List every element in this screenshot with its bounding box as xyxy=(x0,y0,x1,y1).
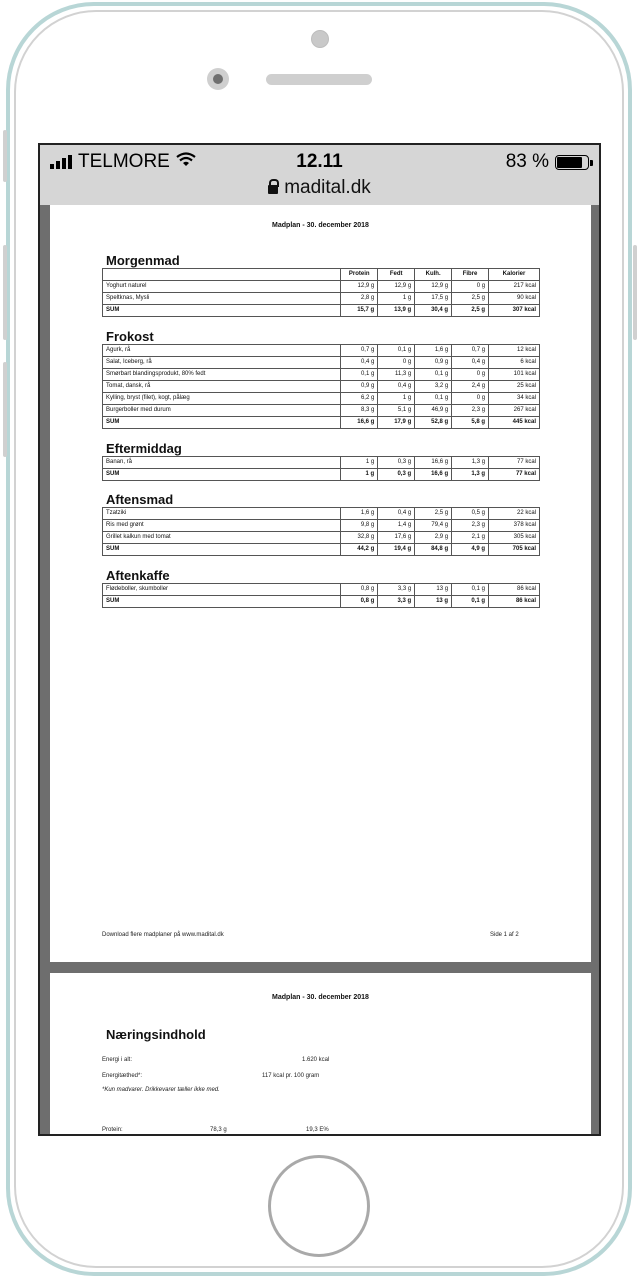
earpiece-speaker xyxy=(266,74,372,85)
nutrient-value: 11,3 g xyxy=(378,369,415,381)
nutrient-value: 378 kcal xyxy=(489,520,540,532)
table-row xyxy=(103,381,540,393)
nutrient-value: 0 g xyxy=(452,369,489,381)
sum-row xyxy=(103,305,540,317)
nutrient-value: 705 kcal xyxy=(489,544,540,556)
table-header-cell: Protein xyxy=(341,269,378,281)
nutrient-value: 0,1 g xyxy=(341,369,378,381)
table-row xyxy=(103,393,540,405)
food-name: Grillet kalkun med tomat xyxy=(103,532,341,544)
nutrient-value: 1 g xyxy=(341,469,378,481)
nutrient-value: 3,3 g xyxy=(378,596,415,608)
nutrient-value: 0 g xyxy=(452,281,489,293)
table-row xyxy=(103,457,540,469)
table-header-cell xyxy=(103,269,341,281)
food-name: Yoghurt naturel xyxy=(103,281,341,293)
density-label: Energitæthed*: xyxy=(102,1073,143,1079)
food-name: Kylling, bryst (filet), kogt, pålæg xyxy=(103,393,341,405)
nutrient-value: 0 g xyxy=(452,393,489,405)
nutrient-value: 2,4 g xyxy=(452,381,489,393)
table-header-row xyxy=(103,269,540,281)
nutrient-value: 0,3 g xyxy=(378,469,415,481)
nutrient-value: 17,6 g xyxy=(378,532,415,544)
section-title: Morgenmad xyxy=(106,253,180,268)
food-name: Agurk, rå xyxy=(103,345,341,357)
nutrient-value: 22 kcal xyxy=(489,508,540,520)
nutrition-table xyxy=(102,268,540,317)
nutrient-value: 17,5 g xyxy=(415,293,452,305)
battery-group xyxy=(506,151,589,173)
carrier-name: TELMORE xyxy=(78,151,170,172)
nutrient-value: 13 g xyxy=(415,596,452,608)
nutrient-value: 16,6 g xyxy=(415,457,452,469)
section-title: Aftenkaffe xyxy=(106,568,170,583)
protein-label: Protein: xyxy=(102,1127,123,1133)
nutrient-value: 2,1 g xyxy=(452,532,489,544)
battery-icon xyxy=(555,155,589,170)
nutrient-value: 3,3 g xyxy=(378,584,415,596)
nutrient-value: 13,9 g xyxy=(378,305,415,317)
nutrient-value: 77 kcal xyxy=(489,457,540,469)
lock-icon xyxy=(268,185,278,194)
page-title: Madplan - 30. december 2018 xyxy=(272,222,369,229)
food-name: Salat, Iceberg, rå xyxy=(103,357,341,369)
table-header-cell: Kulh. xyxy=(415,269,452,281)
nutrient-value: 0,1 g xyxy=(415,369,452,381)
nutrient-value: 8,3 g xyxy=(341,405,378,417)
nutrient-value: 0,1 g xyxy=(415,393,452,405)
table-row xyxy=(103,405,540,417)
nutrient-value: 2,5 g xyxy=(452,293,489,305)
nutrient-value: 25 kcal xyxy=(489,381,540,393)
nutrient-value: 2,3 g xyxy=(452,405,489,417)
section-title: Eftermiddag xyxy=(106,441,182,456)
nutrient-value: 86 kcal xyxy=(489,584,540,596)
nutrient-value: 13 g xyxy=(415,584,452,596)
food-name: Flødeboller, skumboller xyxy=(103,584,341,596)
section-title: Frokost xyxy=(106,329,154,344)
nutrient-value: 12,9 g xyxy=(378,281,415,293)
table-header-cell: Fedt xyxy=(378,269,415,281)
energy-value: 1.620 kcal xyxy=(302,1057,330,1063)
food-name: Burgerboller med durum xyxy=(103,405,341,417)
nutrient-value: 4,9 g xyxy=(452,544,489,556)
nutrient-value: 1,4 g xyxy=(378,520,415,532)
nutrient-value: 0,7 g xyxy=(341,345,378,357)
nutrient-value: 445 kcal xyxy=(489,417,540,429)
nutrient-value: 84,8 g xyxy=(415,544,452,556)
nutrition-table xyxy=(102,344,540,429)
nutrient-value: 0,5 g xyxy=(452,508,489,520)
phone-screen xyxy=(38,143,601,1136)
nutrient-value: 217 kcal xyxy=(489,281,540,293)
food-name: Tomat, dansk, rå xyxy=(103,381,341,393)
nutrient-value: 0,3 g xyxy=(378,457,415,469)
nutrient-value: 0,1 g xyxy=(378,345,415,357)
proximity-sensor xyxy=(207,68,229,90)
mute-switch xyxy=(3,130,7,182)
sum-row xyxy=(103,417,540,429)
nutrition-table xyxy=(102,456,540,481)
nutrient-value: 267 kcal xyxy=(489,405,540,417)
nutrient-value: 5,1 g xyxy=(378,405,415,417)
nutrient-value: 0,4 g xyxy=(378,381,415,393)
nutrient-value: 6,2 g xyxy=(341,393,378,405)
food-name: Tzatziki xyxy=(103,508,341,520)
nutrient-value: 5,8 g xyxy=(452,417,489,429)
nutrient-value: 0,4 g xyxy=(341,357,378,369)
nutrient-value: 32,8 g xyxy=(341,532,378,544)
sum-row xyxy=(103,596,540,608)
nutrient-value: 0,8 g xyxy=(341,584,378,596)
volume-down-button xyxy=(3,362,7,457)
nutrient-value: 46,9 g xyxy=(415,405,452,417)
clock: 12.11 xyxy=(296,151,343,172)
sum-row xyxy=(103,544,540,556)
address-bar[interactable] xyxy=(40,177,599,199)
nutrient-value: 90 kcal xyxy=(489,293,540,305)
nutrient-value: 2,3 g xyxy=(452,520,489,532)
nutrient-value: 9,8 g xyxy=(341,520,378,532)
nutrient-value: 30,4 g xyxy=(415,305,452,317)
url-text: madital.dk xyxy=(284,177,371,198)
nutrient-value: 12,9 g xyxy=(415,281,452,293)
home-button[interactable] xyxy=(268,1155,370,1257)
status-bar xyxy=(40,145,599,205)
nutrient-value: 1 g xyxy=(378,393,415,405)
nutrient-value: 101 kcal xyxy=(489,369,540,381)
nutrient-value: 12,9 g xyxy=(341,281,378,293)
pdf-page-2[interactable] xyxy=(50,973,591,1136)
nutrient-value: 1,3 g xyxy=(452,469,489,481)
nutrient-value: 0 g xyxy=(378,357,415,369)
food-name: Banan, rå xyxy=(103,457,341,469)
nutrient-value: 2,8 g xyxy=(341,293,378,305)
sum-row xyxy=(103,469,540,481)
nutrient-value: 12 kcal xyxy=(489,345,540,357)
nutrient-value: 16,6 g xyxy=(415,469,452,481)
footer-download-text: Download flere madplaner på www.madital.dk xyxy=(102,932,224,938)
nutrient-value: 79,4 g xyxy=(415,520,452,532)
nutrition-heading: Næringsindhold xyxy=(106,1027,206,1042)
nutrient-value: 2,5 g xyxy=(452,305,489,317)
nutrient-value: 0,1 g xyxy=(452,584,489,596)
battery-percent: 83 % xyxy=(505,151,549,172)
nutrient-value: 6 kcal xyxy=(489,357,540,369)
nutrient-value: 0,9 g xyxy=(341,381,378,393)
nutrient-value: 52,8 g xyxy=(415,417,452,429)
front-camera xyxy=(311,30,329,48)
nutrient-value: 0,9 g xyxy=(415,357,452,369)
nutrient-value: 0,7 g xyxy=(452,345,489,357)
nutrient-value: 86 kcal xyxy=(489,596,540,608)
table-row xyxy=(103,369,540,381)
nutrient-value: 2,5 g xyxy=(415,508,452,520)
nutrition-table xyxy=(102,583,540,608)
nutrient-value: 16,6 g xyxy=(341,417,378,429)
nutrient-value: 1,3 g xyxy=(452,457,489,469)
table-row xyxy=(103,345,540,357)
page-number: Side 1 af 2 xyxy=(490,932,519,938)
table-row xyxy=(103,520,540,532)
nutrient-value: 44,2 g xyxy=(341,544,378,556)
energy-label: Energi i alt: xyxy=(102,1057,133,1063)
nutrient-value: 3,2 g xyxy=(415,381,452,393)
food-name: SUM xyxy=(103,417,341,429)
food-name: SUM xyxy=(103,469,341,481)
nutrient-value: 15,7 g xyxy=(341,305,378,317)
table-row xyxy=(103,508,540,520)
protein-grams: 78,3 g xyxy=(210,1127,227,1133)
nutrient-value: 1,6 g xyxy=(341,508,378,520)
table-row xyxy=(103,281,540,293)
table-header-cell: Fibre xyxy=(452,269,489,281)
nutrient-value: 34 kcal xyxy=(489,393,540,405)
nutrient-value: 0,4 g xyxy=(378,508,415,520)
nutrient-value: 0,8 g xyxy=(341,596,378,608)
nutrient-value: 307 kcal xyxy=(489,305,540,317)
food-name: SUM xyxy=(103,305,341,317)
volume-up-button xyxy=(3,245,7,340)
protein-energy-percent: 19,3 E% xyxy=(306,1127,329,1133)
nutrient-value: 1,6 g xyxy=(415,345,452,357)
table-header-cell: Kalorier xyxy=(489,269,540,281)
page-title: Madplan - 30. december 2018 xyxy=(272,994,369,1001)
power-button xyxy=(633,245,637,340)
density-value: 117 kcal pr. 100 gram xyxy=(262,1073,320,1079)
section-title: Aftensmad xyxy=(106,492,174,507)
table-row xyxy=(103,532,540,544)
table-row xyxy=(103,293,540,305)
nutrient-value: 0,1 g xyxy=(452,596,489,608)
nutrient-value: 17,9 g xyxy=(378,417,415,429)
food-name: SUM xyxy=(103,596,341,608)
nutrition-table xyxy=(102,507,540,556)
food-name: SUM xyxy=(103,544,341,556)
table-row xyxy=(103,584,540,596)
nutrient-value: 1 g xyxy=(378,293,415,305)
nutrient-value: 1 g xyxy=(341,457,378,469)
nutrient-value: 305 kcal xyxy=(489,532,540,544)
nutrient-value: 0,4 g xyxy=(452,357,489,369)
density-note: *Kun madvarer. Drikkevarer tæller ikke med. xyxy=(102,1087,220,1093)
nutrient-value: 2,9 g xyxy=(415,532,452,544)
food-name: Ris med grønt xyxy=(103,520,341,532)
nutrient-value: 77 kcal xyxy=(489,469,540,481)
food-name: Speltknas, Mysli xyxy=(103,293,341,305)
table-row xyxy=(103,357,540,369)
nutrient-value: 19,4 g xyxy=(378,544,415,556)
pdf-page-1[interactable] xyxy=(50,205,591,962)
food-name: Smørbart blandingsprodukt, 80% fedt xyxy=(103,369,341,381)
